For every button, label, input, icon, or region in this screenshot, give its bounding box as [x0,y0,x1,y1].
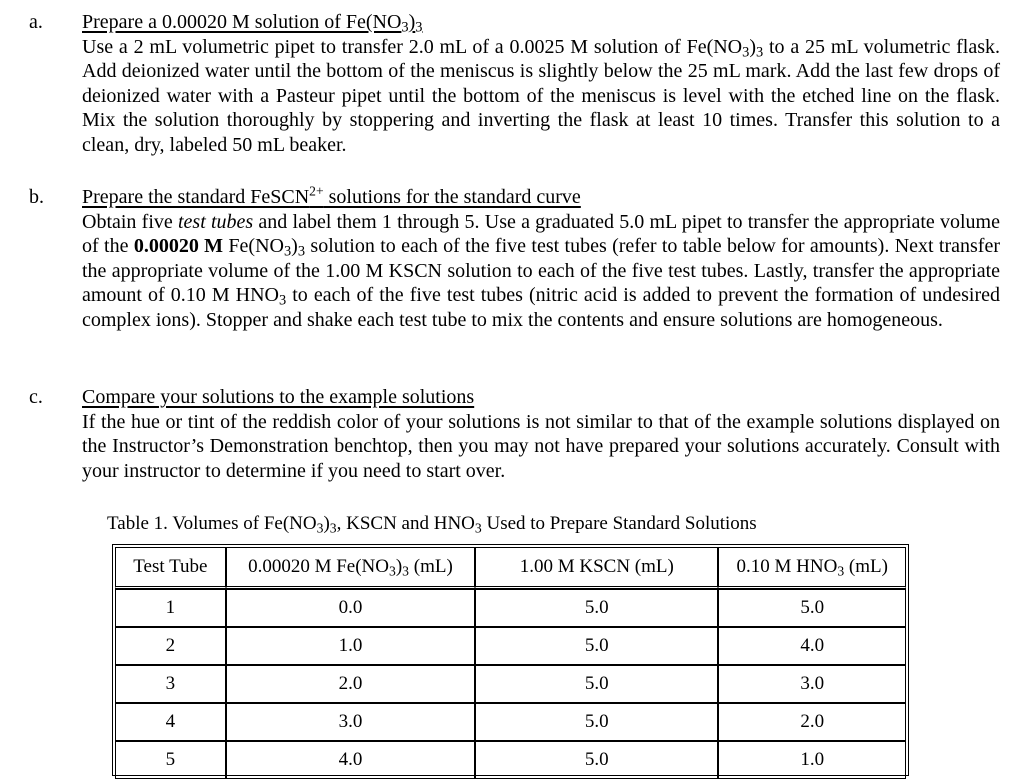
table-row [115,627,906,665]
table-header-row [115,547,906,589]
table-row [115,665,906,703]
cell-test-tube: 2 [115,627,226,665]
cell-fe-nitrate: 2.0 [226,665,475,703]
header-test-tube: Test Tube [115,547,226,589]
cell-kscn: 5.0 [475,703,718,741]
cell-hno3: 3.0 [718,665,906,703]
cell-test-tube: 5 [115,741,226,779]
step-paragraph: Obtain five test tubes and label them 1 through 5. Use a graduated 5.0 mL pipet to transfer the appropriate volume of the 0.00020 M $Fe(NO_3)_3$ solution to each of the five test tubes (refer to table below for amounts). Next transfer the appropriate volume of the 1.00 M KSCN solution to each of the five test tubes. Lastly, transfer the appropriate amount of 0.10 M $HNO_3$ to each of the five test tubes (nitric acid is added to prevent the formation of undesired complex ions). Stopper and shake each test tube to mix the contents and ensure solutions are homogeneous. [82,210,1001,331]
cell-fe-nitrate: 1.0 [226,627,475,665]
table [115,547,906,779]
standard-solutions-table [112,544,909,776]
table-row [115,741,906,779]
cell-fe-nitrate: 4.0 [226,741,475,779]
step-letter: c. [29,386,43,408]
step-heading: Prepare the standard FeSCN$^{2+}$ solutions for the standard curve [82,183,581,208]
cell-hno3: 5.0 [718,589,906,627]
step-body [82,385,1000,483]
step-paragraph: Use a 2 mL volumetric pipet to transfer 2.0 mL of a 0.0025 M solution of $Fe(NO_3)_3$ to a 25 mL volumetric flask. Add deionized water until the bottom of the meniscus is slightly below the 25 mL mark. Add the last few drops of deionized water with a Pasteur pipet until the bottom of the meniscus is level with the etched line on the flask. Mix the solution thoroughly by stoppering and inverting the flask at least 10 times. Transfer this solution to a clean, dry, labeled 50 mL beaker. [82,35,1000,156]
step-letter: b. [29,186,44,208]
cell-kscn: 5.0 [475,589,718,627]
step-heading: Compare your solutions to the example solutions [82,386,475,408]
step-paragraph: If the hue or tint of the reddish color of your solutions is not similar to that of the example solutions displayed on the Instructor’s Demonstration benchtop, then you may not have prepared your solutions accurately. Consult with your instructor to determine if you need to start over. [82,410,1000,482]
table-row [115,703,906,741]
cell-fe-nitrate: 3.0 [226,703,475,741]
table-caption: Table 1. Volumes of $Fe(NO_3)_3$, KSCN and $HNO_3$ Used to Prepare Standard Solutions [107,513,757,536]
step-heading: Prepare a 0.00020 M solution of $Fe(NO_3)_3$ [82,11,423,36]
table-row [115,589,906,627]
header-kscn: 1.00 M KSCN (mL) [475,547,718,589]
cell-test-tube: 4 [115,703,226,741]
cell-fe-nitrate: 0.0 [226,589,475,627]
step-body [82,185,1000,333]
cell-hno3: 1.0 [718,741,906,779]
header-fe-nitrate: 0.00020 M $Fe(NO_3)_3$ (mL) [226,547,475,589]
cell-hno3: 2.0 [718,703,906,741]
cell-kscn: 5.0 [475,627,718,665]
header-hno3: 0.10 M $HNO_3$ (mL) [718,547,906,589]
step-letter: a. [29,11,43,33]
cell-test-tube: 1 [115,589,226,627]
cell-test-tube: 3 [115,665,226,703]
cell-kscn: 5.0 [475,741,718,779]
step-body [82,10,1000,158]
cell-kscn: 5.0 [475,665,718,703]
cell-hno3: 4.0 [718,627,906,665]
